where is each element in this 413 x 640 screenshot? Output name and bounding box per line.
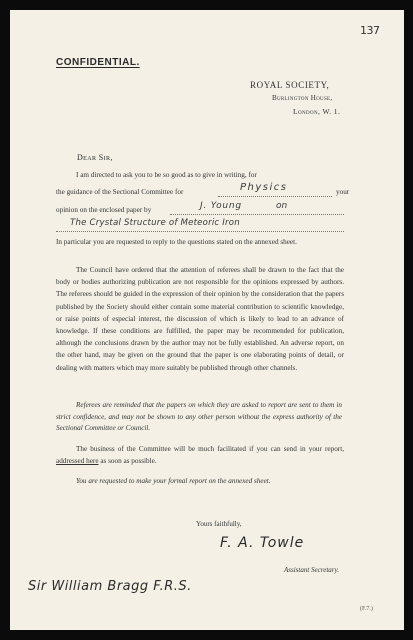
title-blank	[56, 231, 344, 232]
request-line-2-suffix: your	[336, 188, 350, 196]
request-line-1: I am directed to ask you to be so good as to give in writing, for	[76, 171, 257, 179]
addressed-here: addressed here	[56, 457, 99, 466]
business-prefix: The business of the Committee will be much facilitated if you can send in your report,	[76, 445, 344, 453]
address-line-2: Burlington House,	[272, 94, 333, 102]
committee-blank	[218, 196, 332, 197]
author-blank	[170, 214, 344, 215]
salutation: Dear Sir,	[77, 153, 113, 162]
signatory-title: Assistant Secretary.	[284, 566, 339, 574]
form-code: (F.7.)	[360, 606, 373, 612]
closing: Yours faithfully,	[196, 520, 242, 528]
referees-reminder: Referees are reminded that the papers on which they are asked to report are sent to them in strict confidence, and may not be shown to any other person without the express authority of the Sectional Committee or Council.	[56, 401, 342, 432]
request-line-3-prefix: opinion on the enclosed paper by	[56, 206, 152, 214]
confidential-heading: CONFIDENTIAL.	[56, 57, 140, 68]
folio-number: 137	[360, 24, 380, 37]
signature: F. A. Towle	[220, 535, 305, 551]
letter-page	[10, 10, 404, 630]
address-line-1: ROYAL SOCIETY,	[250, 80, 330, 90]
addressee-handwritten: Sir William Bragg F.R.S.	[28, 579, 192, 594]
on-handwritten: on	[276, 201, 288, 211]
request-line-2-prefix: the guidance of the Sectional Committee for	[56, 188, 184, 196]
formal-report-note: You are requested to make your formal report on the annexed sheet.	[76, 477, 271, 485]
business-paragraph	[56, 443, 344, 467]
committee-handwritten: Physics	[240, 182, 288, 193]
business-suffix: as soon as possible.	[100, 457, 157, 466]
annexed-questions-note: In particular you are requested to reply to the questions stated on the annexed sheet.	[56, 238, 297, 246]
address-line-3: London, W. 1.	[293, 107, 341, 116]
council-paragraph: The Council have ordered that the attention of referees shall be drawn to the fact that the body or bodies authorizing publication are not responsible for the opinions expressed by authors. The referees should be guided in the expression of their opinion by the consideration that the papers published by the Society should either contain some material contribution to scientific knowledge, or raise points of especial interest, the discussion of which is likely to lead to an advance of knowledge. If these conditions are fulfilled, the paper may be recommended for publication, although the conclusions drawn by the author may not be fully established. An adverse report, on the other hand, may be given on the ground that the paper is one elaborating points of detail, or dealing with matters which may more suitably be published through other channels.	[56, 266, 344, 372]
paper-title-handwritten: The Crystal Structure of Meteoric Iron	[70, 218, 240, 228]
author-handwritten: J. Young	[200, 201, 242, 211]
